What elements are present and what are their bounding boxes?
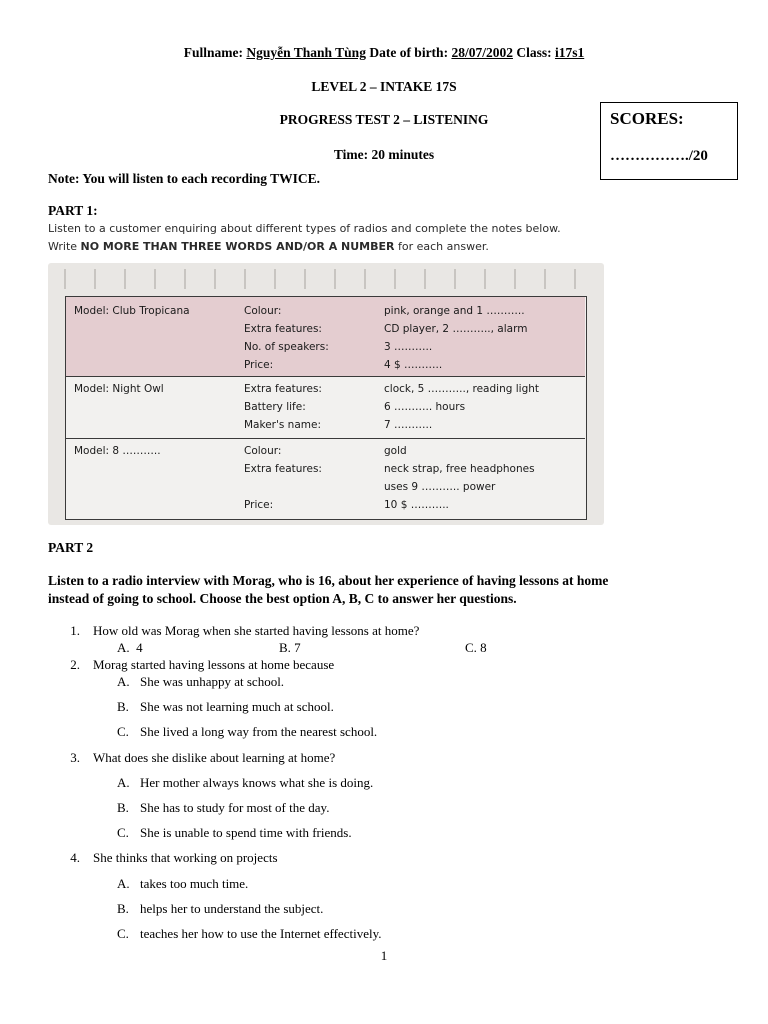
part2-heading: PART 2 (48, 540, 94, 555)
row-value: uses 9 ……….. power (384, 481, 496, 493)
part1-instruction-line1: Listen to a customer enquiring about different types of radios and complete the notes below. (48, 222, 561, 235)
row-value: 4 $ ……….. (384, 359, 443, 371)
fullname-label: Fullname: (183, 45, 243, 60)
row-value: 7 ……….. (384, 419, 433, 431)
row-value: clock, 5 ……….., reading light (384, 383, 540, 395)
notes-section-model-8 (66, 439, 585, 519)
notes-table (65, 296, 587, 520)
row-label: Price: (244, 499, 274, 511)
row-value: gold (384, 445, 407, 457)
row-label: Extra features: (244, 323, 322, 335)
row-label: Colour: (244, 305, 282, 317)
level-line: LEVEL 2 – INTAKE 17S (311, 79, 457, 94)
model-label: Model: 8 ……….. (74, 445, 161, 457)
part1-heading: PART 1: (48, 203, 98, 218)
question-1-option-a: A. 4 (117, 640, 143, 655)
row-label: Extra features: (244, 383, 322, 395)
part1-instruction-line2: Write NO MORE THAN THREE WORDS AND/OR A NUMBER for each answer. (48, 240, 489, 253)
row-label: Extra features: (244, 463, 322, 475)
row-value: 10 $ ……….. (384, 499, 449, 511)
notes-scan (48, 263, 604, 525)
model-label: Model: Night Owl (74, 383, 164, 395)
time-line: Time: 20 minutes (333, 147, 435, 162)
page-number: 1 (380, 948, 388, 963)
scores-label: SCORES: (610, 109, 684, 128)
note-line: Note: You will listen to each recording TWICE. (48, 171, 320, 186)
class-label: Class: (516, 45, 552, 60)
notebook-binding-holes (48, 269, 604, 289)
test-title: PROGRESS TEST 2 – LISTENING (279, 112, 489, 127)
row-value: 3 ……….. (384, 341, 433, 353)
scores-value: ……………./20 (610, 148, 708, 164)
row-label: Maker's name: (244, 419, 321, 431)
part2-instruction-line2: instead of going to school. Choose the best option A, B, C to answer her questions. (48, 591, 517, 606)
question-1-option-c: C. 8 (465, 640, 487, 655)
row-label: Price: (244, 359, 274, 371)
row-value: CD player, 2 ……….., alarm (384, 323, 528, 335)
dob-label: Date of birth: (369, 45, 449, 60)
student-info-line (0, 45, 768, 61)
dob-value: 28/07/2002 (451, 45, 513, 60)
row-value: pink, orange and 1 ……….. (384, 305, 525, 317)
row-label: No. of speakers: (244, 341, 329, 353)
row-value: 6 ……….. hours (384, 401, 466, 413)
row-label: Battery life: (244, 401, 306, 413)
row-label: Colour: (244, 445, 282, 457)
class-value: i17s1 (554, 45, 585, 60)
part2-instruction-line1: Listen to a radio interview with Morag, who is 16, about her experience of having lessons at home (48, 573, 609, 588)
row-value: neck strap, free headphones (384, 463, 535, 475)
model-label: Model: Club Tropicana (74, 305, 190, 317)
fullname-value: Nguyễn Thanh Tùng (246, 45, 366, 60)
part1-instructions (48, 220, 568, 256)
score-box (600, 102, 738, 180)
notes-section-night-owl (66, 377, 585, 439)
notes-section-club-tropicana (66, 297, 585, 377)
question-1-option-b: B. 7 (279, 640, 301, 655)
